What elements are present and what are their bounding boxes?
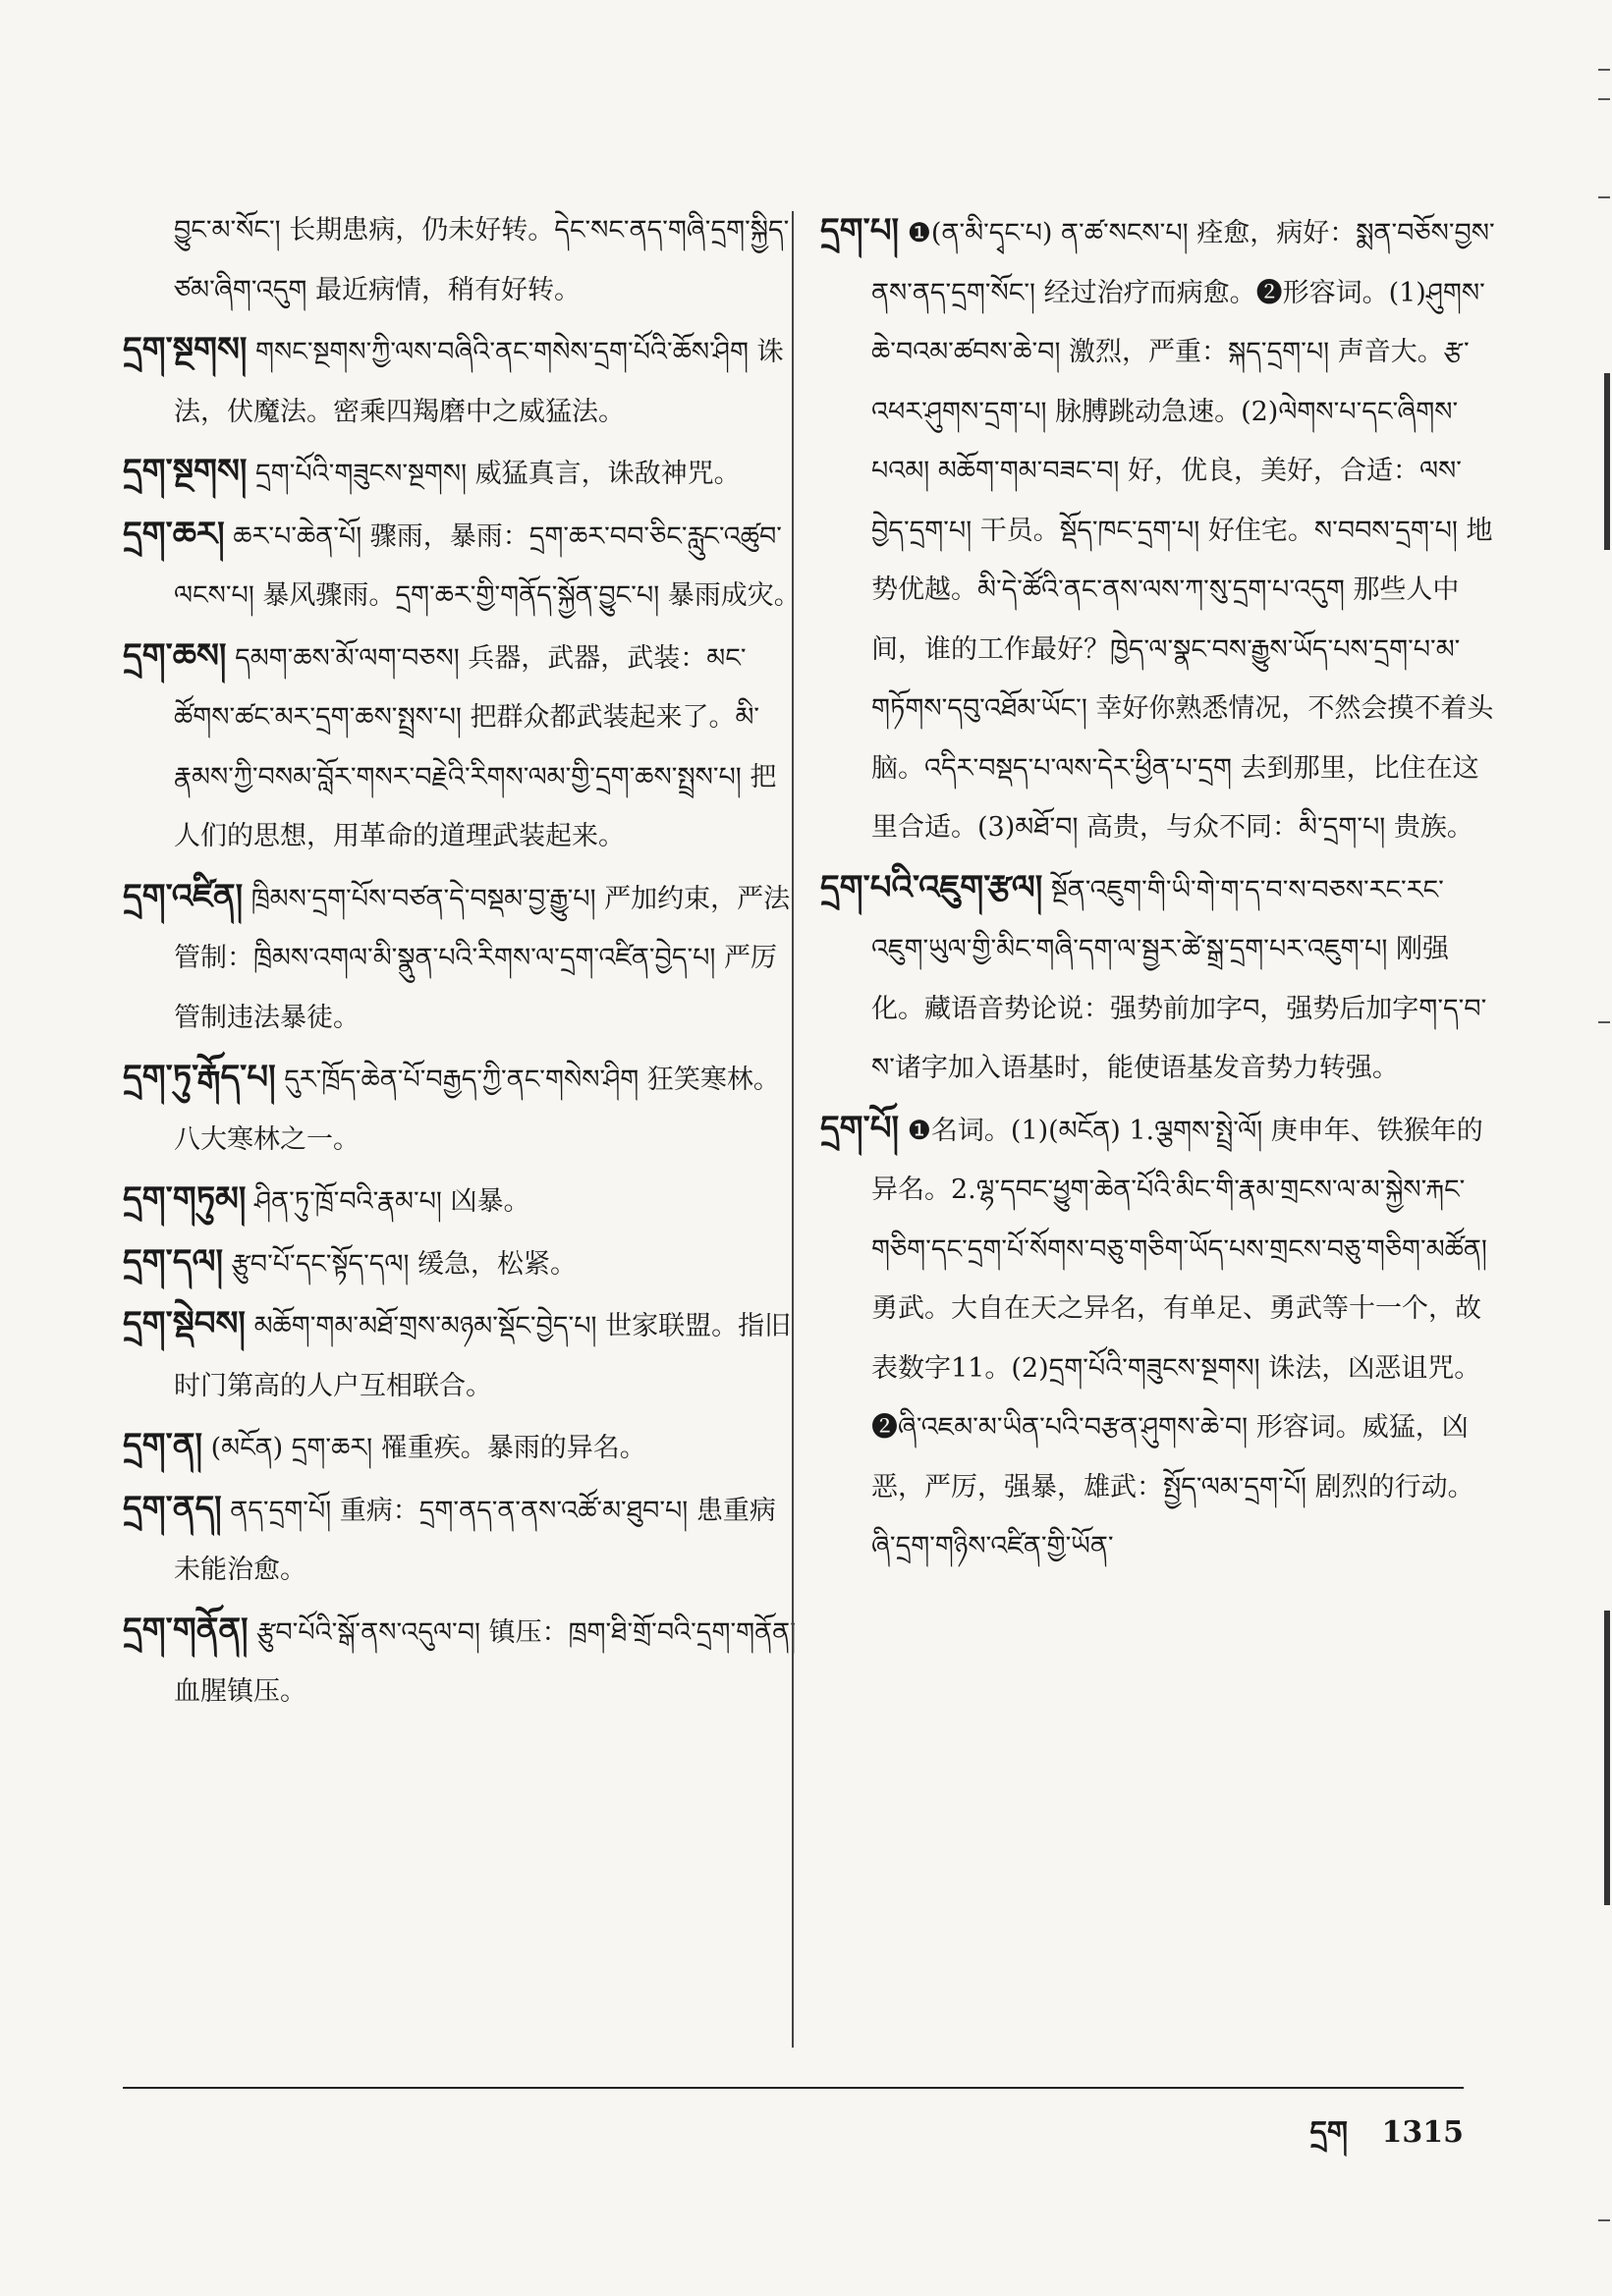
entry-text: སྔོན་འཇུག་གི་ཡི་གེ་ག་ད་བ་ས་བཅས་རང་རང་འཇུག་ཡུལ་གྱི་མིང་གཞི་དག་ལ་སྦྱར་ཚེ་སྒྲ་དྲག་པར་འཇུག་པ། 刚强化。藏语音势论说：强势前加字བ，强势后加字ག་ད་བ་ས་诸字加入语基时，能使语基发音势力转强。 <box>871 874 1487 1083</box>
edge-tick <box>1598 1021 1610 1023</box>
headword: དྲག་ཆར། <box>123 514 225 554</box>
entry-text: ཤིན་ཏུ་ཁྲོ་བའི་རྣམ་པ། 凶暴。 <box>254 1186 530 1217</box>
entry <box>123 320 801 442</box>
headword: དྲག་འཛིན། <box>123 876 244 916</box>
entry <box>123 1232 801 1295</box>
footer-rule <box>123 2087 1464 2089</box>
headword: དྲག་སྔགས། <box>123 452 248 491</box>
headword: དྲག་ཏུ་རྒོད་པ། <box>123 1058 276 1097</box>
column-divider <box>792 211 794 2048</box>
entry-text: ❶(ན་མི་དྭང་པ) ན་ཚ་སངས་པ། 痊愈，病好：སྨན་བཅོས་བྱས་ནས་ནད་དྲག་སོང་། 经过治疗而病愈。❷形容词。(1)ཤུགས་ཆེ་བའམ་ཚབས་ཆེ་བ། 激烈，严重：སྐད་དྲག་པ། 声音大。རྩ་འཕར་ཤུགས་དྲག་པ། 脉膊跳动急速。(2)ལེགས་པ་དང་ཞིགས་པའམ། མཆོག་གམ་བཟང་བ། 好，优良，美好，合适：ལས་བྱེད་དྲག་པ། 干员。སྡོད་ཁང་དྲག་པ། 好住宅。ས་བབས་དྲག་པ། 地势优越。མི་དེ་ཚོའི་ནང་ནས་ལས་ཀ་སུ་དྲག་པ་འདུག 那些人中间，谁的工作最好？ཁྱེད་ལ་སྣང་བས་རྒྱུས་ཡོད་པས་དྲག་པ་མ་གཏོགས་དབུ་འཐོམ་ཡོང་། 幸好你熟悉情况，不然会摸不着头脑。འདིར་བསྡད་པ་ལས་དེར་ཕྱིན་པ་དྲག 去到那里，比住在这里合适。(3)མཐོ་བ། 高贵，与众不同：མི་དྲག་པ། 贵族。 <box>871 218 1495 843</box>
entry <box>123 201 801 320</box>
right-column <box>820 201 1498 1577</box>
headword: དྲག་པོ། <box>820 1108 900 1148</box>
headword: དྲག་པའི་འཇུག་རྩལ། <box>820 867 1043 907</box>
edge-tick <box>1598 196 1610 198</box>
edge-tick <box>1598 69 1610 71</box>
headword: དྲག་སྔགས། <box>123 330 248 369</box>
edge-bar <box>1604 1611 1610 1905</box>
edge-tick <box>1598 98 1610 100</box>
headword: དྲག་ན། <box>123 1426 202 1465</box>
entry-text: རྩུབ་པོའི་སྒོ་ནས་འདུལ་བ། 镇压：ཁྲག་ཐི་གྲོ་བའི་དྲག་གནོན། 血腥镇压。 <box>174 1616 797 1707</box>
entry <box>123 867 801 1049</box>
entry-text: (མངོན) དྲག་ཆར། 罹重疾。暴雨的异名。 <box>210 1433 646 1463</box>
page-number: 1315 <box>1381 2115 1464 2150</box>
entry-text: རྩུབ་པོ་དང་སྟོད་དལ། 缓急，松紧。 <box>231 1248 578 1280</box>
entry-text: ནད་དྲག་པོ། 重病：དྲག་ནད་ན་ནས་འཚོ་མ་ཐུབ་པ། 患重病未能治愈。 <box>174 1495 776 1585</box>
entry-text: གསང་སྔགས་ཀྱི་ལས་བཞིའི་ནང་གསེས་དྲག་པོའི་ཆོས་ཤིག 诛法，伏魔法。密乘四羯磨中之威猛法。 <box>174 337 784 427</box>
entry-text: མཆོག་གམ་མཐོ་གྲས་མཉམ་སྡོང་བྱེད་པ། 世家联盟。指旧时门第高的人户互相联合。 <box>174 1311 792 1401</box>
headword: དྲག་པ། <box>820 211 900 250</box>
left-column <box>123 201 801 1722</box>
entry-text: དྲག་པོའི་གཟུངས་སྔགས། 威猛真言，诛敌神咒。 <box>255 459 741 489</box>
entry <box>123 505 801 627</box>
entry <box>123 1416 801 1479</box>
page-footer <box>1238 2100 1464 2182</box>
entry <box>123 1170 801 1232</box>
running-head: དྲག <box>1309 2115 1349 2150</box>
headword: དྲག་ནད། <box>123 1488 222 1528</box>
edge-bar <box>1604 373 1610 550</box>
entry <box>123 1294 801 1416</box>
entry <box>123 442 801 505</box>
entry <box>123 1601 801 1722</box>
entry-text: ❶名词。(1)(མངོན) 1.ལྕགས་སྤྲེ་ལོ། 庚申年、铁猴年的异名。2.ལྷ་དབང་ཕྱུག་ཆེན་པོའི་མིང་གི་རྣམ་གྲངས་ལ་མ་སྐྱེས་རྐང་གཅིག་དང་དྲག་པོ་སོགས་བཅུ་གཅིག་ཡོད་པས་གྲངས་བཅུ་གཅིག་མཚོན། 勇武。大自在天之异名，有单足、勇武等十一个，故表数字11。(2)དྲག་པོའི་གཟུངས་སྔགས། 诛法，凶恶诅咒。❷ཞི་འཇམ་མ་ཡིན་པའི་བརྩན་ཤུགས་ཆེ་བ། 形容词。威猛，凶恶，严厉，强暴，雄武：སྤྱོད་ལམ་དྲག་པོ། 剧烈的行动。ཞི་དྲག་གཉིས་འཛིན་གྱི་ཡོན་ <box>871 1115 1487 1561</box>
entry <box>123 1048 801 1170</box>
entry <box>123 627 801 867</box>
headword: དྲག་གནོན། <box>123 1610 249 1650</box>
headword: དྲག་དལ། <box>123 1241 223 1282</box>
entry <box>820 858 1498 1099</box>
entry-text: དམག་ཆས་མོ་ལག་བཅས། 兵器，武器，武装：མང་ཚོགས་ཚང་མར་དྲག་ཆས་སྤྲས་པ། 把群众都武装起来了。མི་རྣམས་ཀྱི་བསམ་བློར་གསར་བརྗེའི་རིགས་ལམ་གྱི་དྲག་ཆས་སྤྲས་པ། 把人们的思想，用革命的道理武装起来。 <box>174 642 777 851</box>
entry <box>820 1099 1498 1577</box>
edge-tick <box>1598 2219 1610 2221</box>
entry-text: ཆར་པ་ཆེན་པོ། 骤雨，暴雨：དྲག་ཆར་བབ་ཅིང་རླུང་འཚུབ་ལངས་པ། 暴风骤雨。དྲག་ཆར་གྱི་གནོད་སྐྱོན་བྱུང་པ། 暴雨成灾。 <box>174 520 801 611</box>
entry-text: དུར་ཁྲོད་ཆེན་པོ་བརྒྱད་ཀྱི་ནང་གསེས་ཤིག 狂笑寒林。八大寒林之一。 <box>174 1065 780 1155</box>
entry <box>123 1479 801 1601</box>
headword: དྲག་གཏུམ། <box>123 1179 247 1219</box>
entry-text: བྱུང་མ་སོང་། 长期患病，仍未好转。དེང་སང་ནད་གཞི་དྲག་སྐྱིད་ཙམ་ཞིག་འདུག 最近病情，稍有好转。 <box>174 215 790 305</box>
scan-edge-marks <box>1594 59 1612 2278</box>
headword: དྲག་སྡེབས། <box>123 1304 246 1343</box>
entry-text: ཁྲིམས་དྲག་པོས་བཙན་དེ་བསྡམ་བྱ་རྒྱུ་པ། 严加约束，严法管制：ཁྲིམས་འགལ་མི་སྣུན་པའི་རིགས་ལ་དྲག་འཛིན་བྱེད་པ། 严厉管制违法暴徒。 <box>174 883 791 1033</box>
headword: དྲག་ཆས། <box>123 635 227 676</box>
entry <box>820 201 1498 858</box>
